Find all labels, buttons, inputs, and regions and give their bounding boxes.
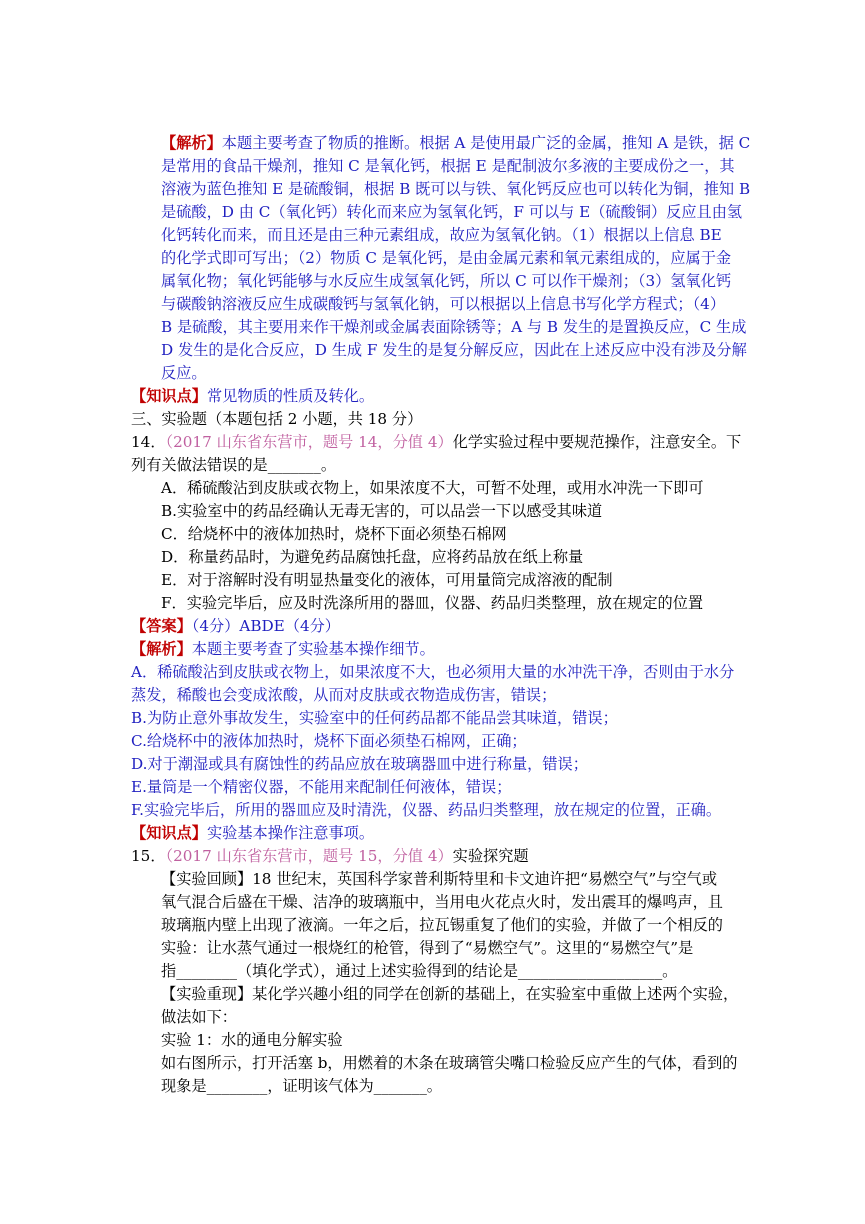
explanation-text: 本题主要考查了实验基本操作细节。	[191, 640, 435, 658]
experiment-1-line: 如右图所示，打开活塞 b，用燃着的木条在玻璃管尖嘴口检验反应产生的气体，看到的	[161, 1054, 738, 1072]
explanation-line: 反应。	[161, 364, 207, 382]
question-number: 15．	[131, 847, 166, 865]
option-d: D．称量药品时，为避免药品腐蚀托盘，应将药品放在纸上称量	[161, 548, 584, 566]
experiment-1-title: 实验 1：水的通电分解实验	[161, 1031, 343, 1049]
knowledge-tag: 【知识点】	[131, 387, 207, 405]
question-stem: 化学实验过程中要规范操作，注意安全。下	[452, 433, 742, 451]
question-number: 14．	[131, 433, 166, 451]
explanation-14	[131, 638, 435, 660]
explanation-line: 的化学式即可写出；（2）物质 C 是氧化钙，是由金属元素和氧元素组成的，应属于金	[161, 249, 732, 267]
explanation-line: 是常用的食品干燥剂，推知 C 是氧化钙，根据 E 是配制波尔多液的主要成份之一，其	[161, 157, 735, 175]
repeat-line	[161, 983, 738, 1005]
review-text: 18 世纪末，英国科学家普利斯特里和卡文迪许把“易燃空气”与空气或	[252, 870, 718, 888]
knowledge-tag: 【知识点】	[131, 824, 207, 842]
explanation-line: C.给烧杯中的液体加热时，烧杯下面必须垫石棉网，正确；	[131, 732, 527, 750]
question-14-stem	[131, 431, 741, 453]
repeat-tag: 【实验重现】	[161, 985, 253, 1003]
explanation-line: E.量筒是一个精密仪器，不能用来配制任何液体，错误；	[131, 778, 512, 796]
option-b: B.实验室中的药品经确认无毒无害的，可以品尝一下以感受其味道	[161, 502, 603, 520]
explanation-line: 属氧化物；氧化钙能够与水反应生成氢氧化钙，所以 C 可以作干燥剂；（3）氢氧化钙	[161, 272, 732, 290]
question-15-stem	[131, 845, 529, 867]
review-line: 实验：让水蒸气通过一根烧红的枪管，得到了“易燃空气”。这里的“易燃空气”是	[161, 939, 694, 957]
repeat-text: 某化学兴趣小组的同学在创新的基础上，在实验室中重做上述两个实验，	[252, 985, 739, 1003]
explanation-line: B.为防止意外事故发生，实验室中的任何药品都不能品尝其味道，错误；	[131, 709, 618, 727]
explanation-text: 本题主要考查了物质的推断。根据 A 是使用最广泛的金属，推知 A 是铁，据 C	[221, 134, 751, 152]
review-line: 玻璃瓶内壁上出现了液滴。一年之后，拉瓦锡重复了他们的实验，并做了一个相反的	[161, 916, 723, 934]
explanation-line	[161, 132, 750, 154]
explanation-tag: 【解析】	[161, 134, 222, 152]
question-source: （2017 山东省东营市，题号 14，分值 4）	[165, 433, 453, 451]
option-f: F．实验完毕后，应及时洗涤所用的器皿，仪器、药品归类整理，放在规定的位置	[161, 594, 704, 612]
explanation-line: B 是硫酸，其主要用来作干燥剂或金属表面除锈等；A 与 B 发生的是置换反应，C 生成	[161, 318, 747, 336]
explanation-line: 蒸发，稀酸也会变成浓酸，从而对皮肤或衣物造成伤害，错误；	[131, 686, 557, 704]
review-line: 氧气混合后盛在干燥、洁净的玻璃瓶中，当用电火花点火时，发出震耳的爆鸣声，且	[161, 893, 723, 911]
answer	[131, 615, 340, 637]
explanation-tag: 【解析】	[131, 640, 192, 658]
review-line: 指________（填化学式），通过上述实验得到的结论是___________________。	[161, 962, 678, 980]
option-e: E．对于溶解时没有明显热量变化的液体，可用量筒完成溶液的配制	[161, 571, 613, 589]
knowledge-text: 实验基本操作注意事项。	[206, 824, 374, 842]
review-tag: 【实验回顾】	[161, 870, 253, 888]
answer-tag: 【答案】	[131, 617, 192, 635]
question-title: 实验探究题	[452, 847, 529, 865]
option-c: C．给烧杯中的液体加热时，烧杯下面必须垫石棉网	[161, 525, 507, 543]
explanation-line: 溶液为蓝色推知 E 是硫酸铜，根据 B 既可以与铁、氧化钙反应也可以转化为铜，推知 B	[161, 180, 751, 198]
explanation-line: 化钙转化而来，而且还是由三种元素组成，故应为氢氧化钠。（1）根据以上信息 BE	[161, 226, 722, 244]
section-heading: 三、实验题（本题包括 2 小题，共 18 分）	[131, 410, 423, 428]
explanation-line: F.实验完毕后，所用的器皿应及时清洗，仪器、药品归类整理，放在规定的位置，正确。	[131, 801, 722, 819]
review-line	[161, 868, 717, 890]
question-source: （2017 山东省东营市，题号 15，分值 4）	[165, 847, 453, 865]
knowledge-point	[131, 822, 374, 844]
experiment-1-line: 现象是________，证明该气体为_______。	[161, 1077, 442, 1095]
explanation-line: D.对于潮湿或具有腐蚀性的药品应放在玻璃器皿中进行称量，错误；	[131, 755, 588, 773]
explanation-line: D 发生的是化合反应，D 生成 F 发生的是复分解反应，因此在上述反应中没有涉及分解	[161, 341, 747, 359]
option-a: A．稀硫酸沾到皮肤或衣物上，如果浓度不大，可暂不处理，或用水冲洗一下即可	[161, 479, 704, 497]
explanation-line: 与碳酸钠溶液反应生成碳酸钙与氢氧化钠，可以根据以上信息书写化学方程式；（4）	[161, 295, 726, 313]
explanation-line: A．稀硫酸沾到皮肤或衣物上，如果浓度不大，也必须用大量的水冲洗干净，否则由于水分	[131, 663, 735, 681]
repeat-line: 做法如下：	[161, 1008, 237, 1026]
answer-text: （4分）ABDE（4分）	[191, 617, 340, 635]
explanation-line: 是硫酸，D 由 C（氧化钙）转化而来应为氢氧化钙，F 可以与 E（硫酸铜）反应且由氢	[161, 203, 743, 221]
question-14-stem-cont: 列有关做法错误的是_______。	[131, 456, 337, 474]
knowledge-point	[131, 385, 374, 407]
knowledge-text: 常见物质的性质及转化。	[206, 387, 374, 405]
